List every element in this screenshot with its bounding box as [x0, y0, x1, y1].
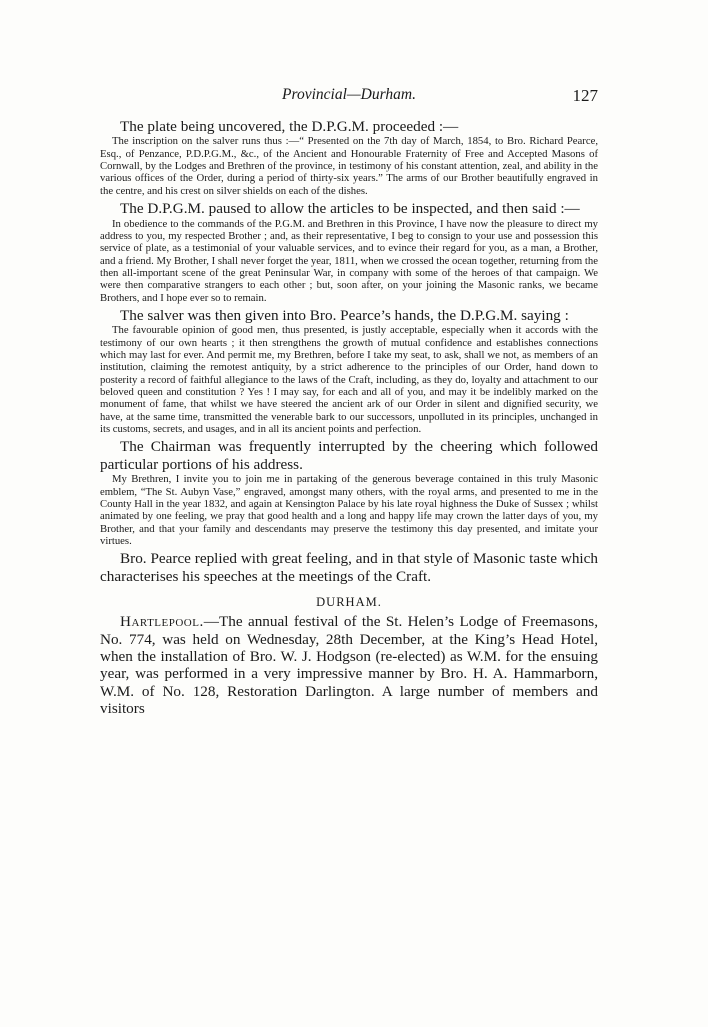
paragraph-hartlepool: [100, 613, 598, 717]
paragraph-obedience-address: In obedience to the commands of the P.G.M. and Brethren in this Province, I have now the pleasure to direct my address to you, my respected Brother ; and, as their representative, I beg to consign to your use and possession this service of plate, as a testimonial of your valuable services, and to evince their regard for you, as a man, a Brother, and a friend. My Brother, I shall never forget the year, 1811, when we crossed the ocean together, returning from the then all-important scene of the great Peninsular War, in company with some of the heroes of that campaign. We were then comparative strangers to each other ; but, soon after, on your joining the Masonic ranks, we became Brothers, and I hope ever so to remain.: [100, 217, 598, 304]
place-name-lead: Hartlepool.: [120, 613, 204, 631]
paragraph-st-aubyn-vase: My Brethren, I invite you to join me in partaking of the generous beverage contained in this truly Masonic emblem, “The St. Aubyn Vase,” engraved, amongst many others, with the royal arms, and presented to me in the County Hall in the year 1832, and again at Kensington Palace by his late royal highness the Duke of Sussex ; whilst animated by one feeling, we pray that good health and a long and happy life may crown the latter days of you, my Brother, and that your family and descendants may preserve the testimony this day presented, and imitate your virtues.: [100, 473, 598, 547]
section-heading: DURHAM.: [316, 595, 382, 610]
paragraph-salver-given: The salver was then given into Bro. Pearce’s hands, the D.P.G.M. saying :: [120, 306, 569, 324]
paragraph-favourable-opinion: The favourable opinion of good men, thus presented, is justly acceptable, especially when it accords with the testimony of our own hearts ; it then strengthens the growth of mutual confidence and establishes connections which may last for ever. And permit me, my Brethren, before I take my seat, to ask, shall we not, as members of an institution, claiming the remotest antiquity, by a strict adherence to the principles of our Order, hand down to posterity a record of faithful allegiance to the laws of the Craft, including, as they do, loyalty and attachment to our beloved queen and constitution ? Yes ! I may say, for each and all of you, and may it be indelibly marked on the monument of fame, that whilst we have steered the ancient ark of our Order in silent and dignified security, we have, at the same time, transmitted the venerable bark to our successors, unpolluted in its principles, unchanged in its customs, secrets, and usages, and in all its ancient points and perfection.: [100, 324, 598, 436]
paragraph-hartlepool-text: —The annual festival of the St. Helen’s Lodge of Freemasons, No. 774, was held on Wednesday, 28th December, at the King’s Head Hotel, when the installation of Bro. W. J. Hodgson (re-elected) as W.M. for the ensuing year, was performed in a very impressive manner by Bro. H. A. Hammarborn, W.M. of No. 128, Restoration Darlington. A large number of members and visitors: [100, 613, 598, 718]
page-number: 127: [572, 86, 598, 105]
paragraph-dpgm-paused: The D.P.G.M. paused to allow the articles to be inspected, and then said :—: [120, 200, 580, 218]
paragraph-plate-uncovered: The plate being uncovered, the D.P.G.M. proceeded :—: [120, 118, 459, 135]
running-head: Provincial—Durham.: [282, 86, 416, 103]
page-body: [100, 118, 598, 718]
paragraph-pearce-replied: Bro. Pearce replied with great feeling, and in that style of Masonic taste which characterises his speeches at the meetings of the Craft.: [100, 550, 598, 585]
paragraph-chairman-interrupted: The Chairman was frequently interrupted by the cheering which followed particular portions of his address.: [100, 438, 598, 473]
page-header: [100, 86, 598, 108]
paragraph-inscription: The inscription on the salver runs thus :—“ Presented on the 7th day of March, 1854, to Bro. Richard Pearce, Esq., of Penzance, P.D.P.G.M., &c., of the Ancient and Honourable Fraternity of Free and Accepted Masons of Cornwall, by the Lodges and Brethren of the province, in testimony of his constant attention, zeal, and ability in the various offices of the Order, during a period of thirty-six years.” The arms of our Brother beautifully engraved in the centre, and his crest on silver shields on each of the dishes.: [100, 135, 598, 197]
